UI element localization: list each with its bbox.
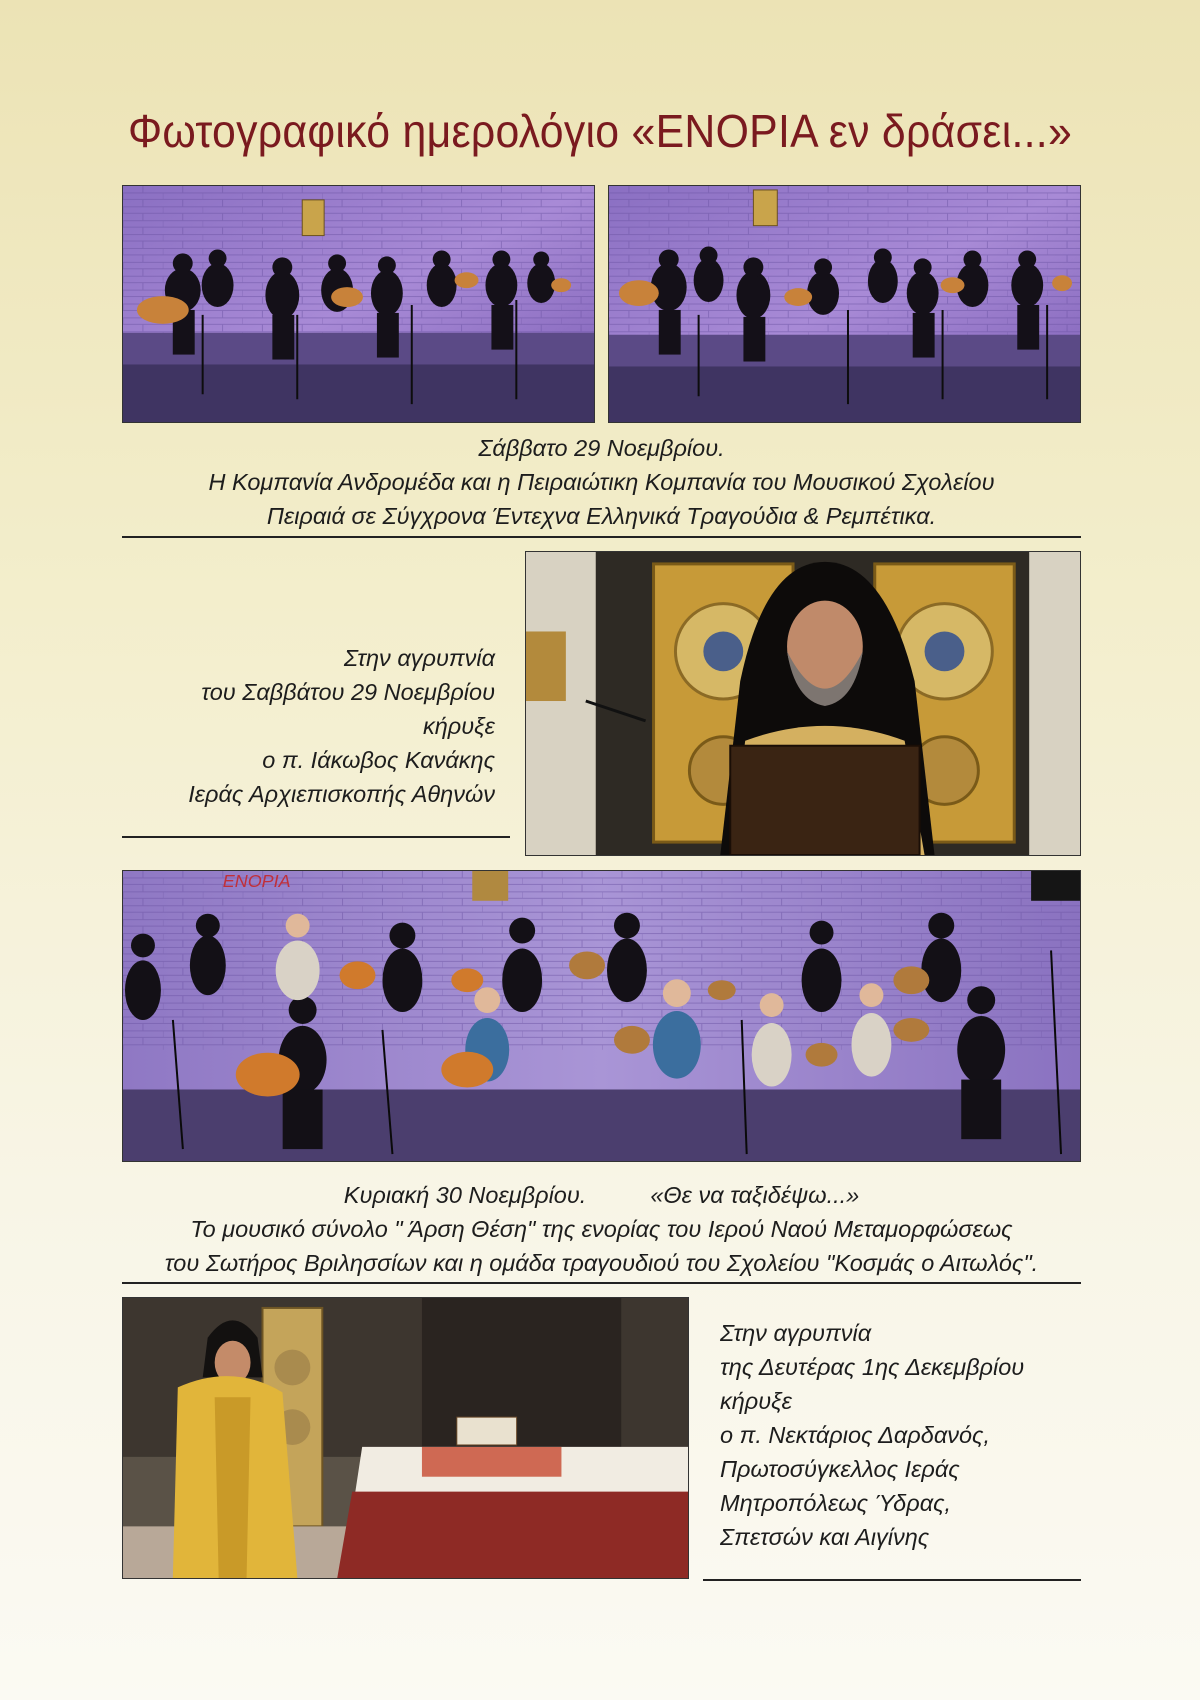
caption-line: κήρυξε — [720, 1388, 793, 1414]
caption-song: «Θε να ταξιδέψω...» — [650, 1182, 860, 1208]
caption-line: της Δευτέρας 1ης Δεκεμβρίου — [720, 1354, 1025, 1380]
preacher-photo-saturday — [525, 551, 1081, 856]
caption-saturday — [122, 431, 1081, 533]
ensemble-photo-sunday — [122, 870, 1081, 1162]
wall-sign: ΕΝΟΡΙΑ — [222, 871, 291, 891]
divider — [122, 1282, 1081, 1284]
caption-repertoire: Πειραιά σε Σύγχρονα Έντεχνα Ελληνικά Τραγούδια & Ρεμπέτικα. — [266, 503, 937, 529]
caption-line: του Σαββάτου 29 Νοεμβρίου — [201, 679, 495, 705]
caption-line: Στην αγρυπνία — [343, 645, 495, 671]
caption-line: ο π. Νεκτάριος Δαρδανός, — [720, 1422, 991, 1448]
page-title: Φωτογραφικό ημερολόγιο «ΕΝΟΡΙΑ εν δράσει...» — [127, 105, 1073, 157]
caption-date: Σάββατο 29 Νοεμβρίου. — [478, 435, 725, 461]
caption-line: Μητροπόλεως Ύδρας, — [720, 1490, 952, 1516]
concert-photo-right — [608, 185, 1081, 423]
caption-ensembles: Η Κομπανία Ανδρομέδα και η Πειραιώτικη Κομπανία του Μουσικού Σχολείου — [208, 469, 995, 495]
caption-ensemble: Το μουσικό σύνολο " Άρση Θέση" της ενορίας του Ιερού Ναού Μεταμορφώσεως — [190, 1216, 1013, 1242]
caption-line: κήρυξε — [422, 713, 495, 739]
caption-date: Κυριακή 30 Νοεμβρίου. — [343, 1182, 587, 1208]
divider — [703, 1579, 1081, 1581]
preacher-photo-monday — [122, 1297, 689, 1579]
caption-vigil-saturday — [122, 641, 495, 811]
caption-line: Ιεράς Αρχιεπισκοπής Αθηνών — [188, 781, 495, 807]
caption-school: του Σωτήρος Βριλησσίων και η ομάδα τραγουδιού του Σχολείου "Κοσμάς ο Αιτωλός". — [164, 1250, 1039, 1276]
caption-sunday — [122, 1178, 1081, 1280]
caption-line: ο π. Ιάκωβος Κανάκης — [262, 747, 495, 773]
divider — [122, 536, 1081, 538]
caption-line: Πρωτοσύγκελλος Ιεράς — [720, 1456, 960, 1482]
divider — [122, 836, 510, 838]
caption-line: Σπετσών και Αιγίνης — [720, 1524, 930, 1550]
concert-photo-left — [122, 185, 595, 423]
caption-line: Στην αγρυπνία — [720, 1320, 872, 1346]
caption-vigil-monday — [720, 1316, 1100, 1554]
caption-date-line — [122, 1178, 1081, 1212]
